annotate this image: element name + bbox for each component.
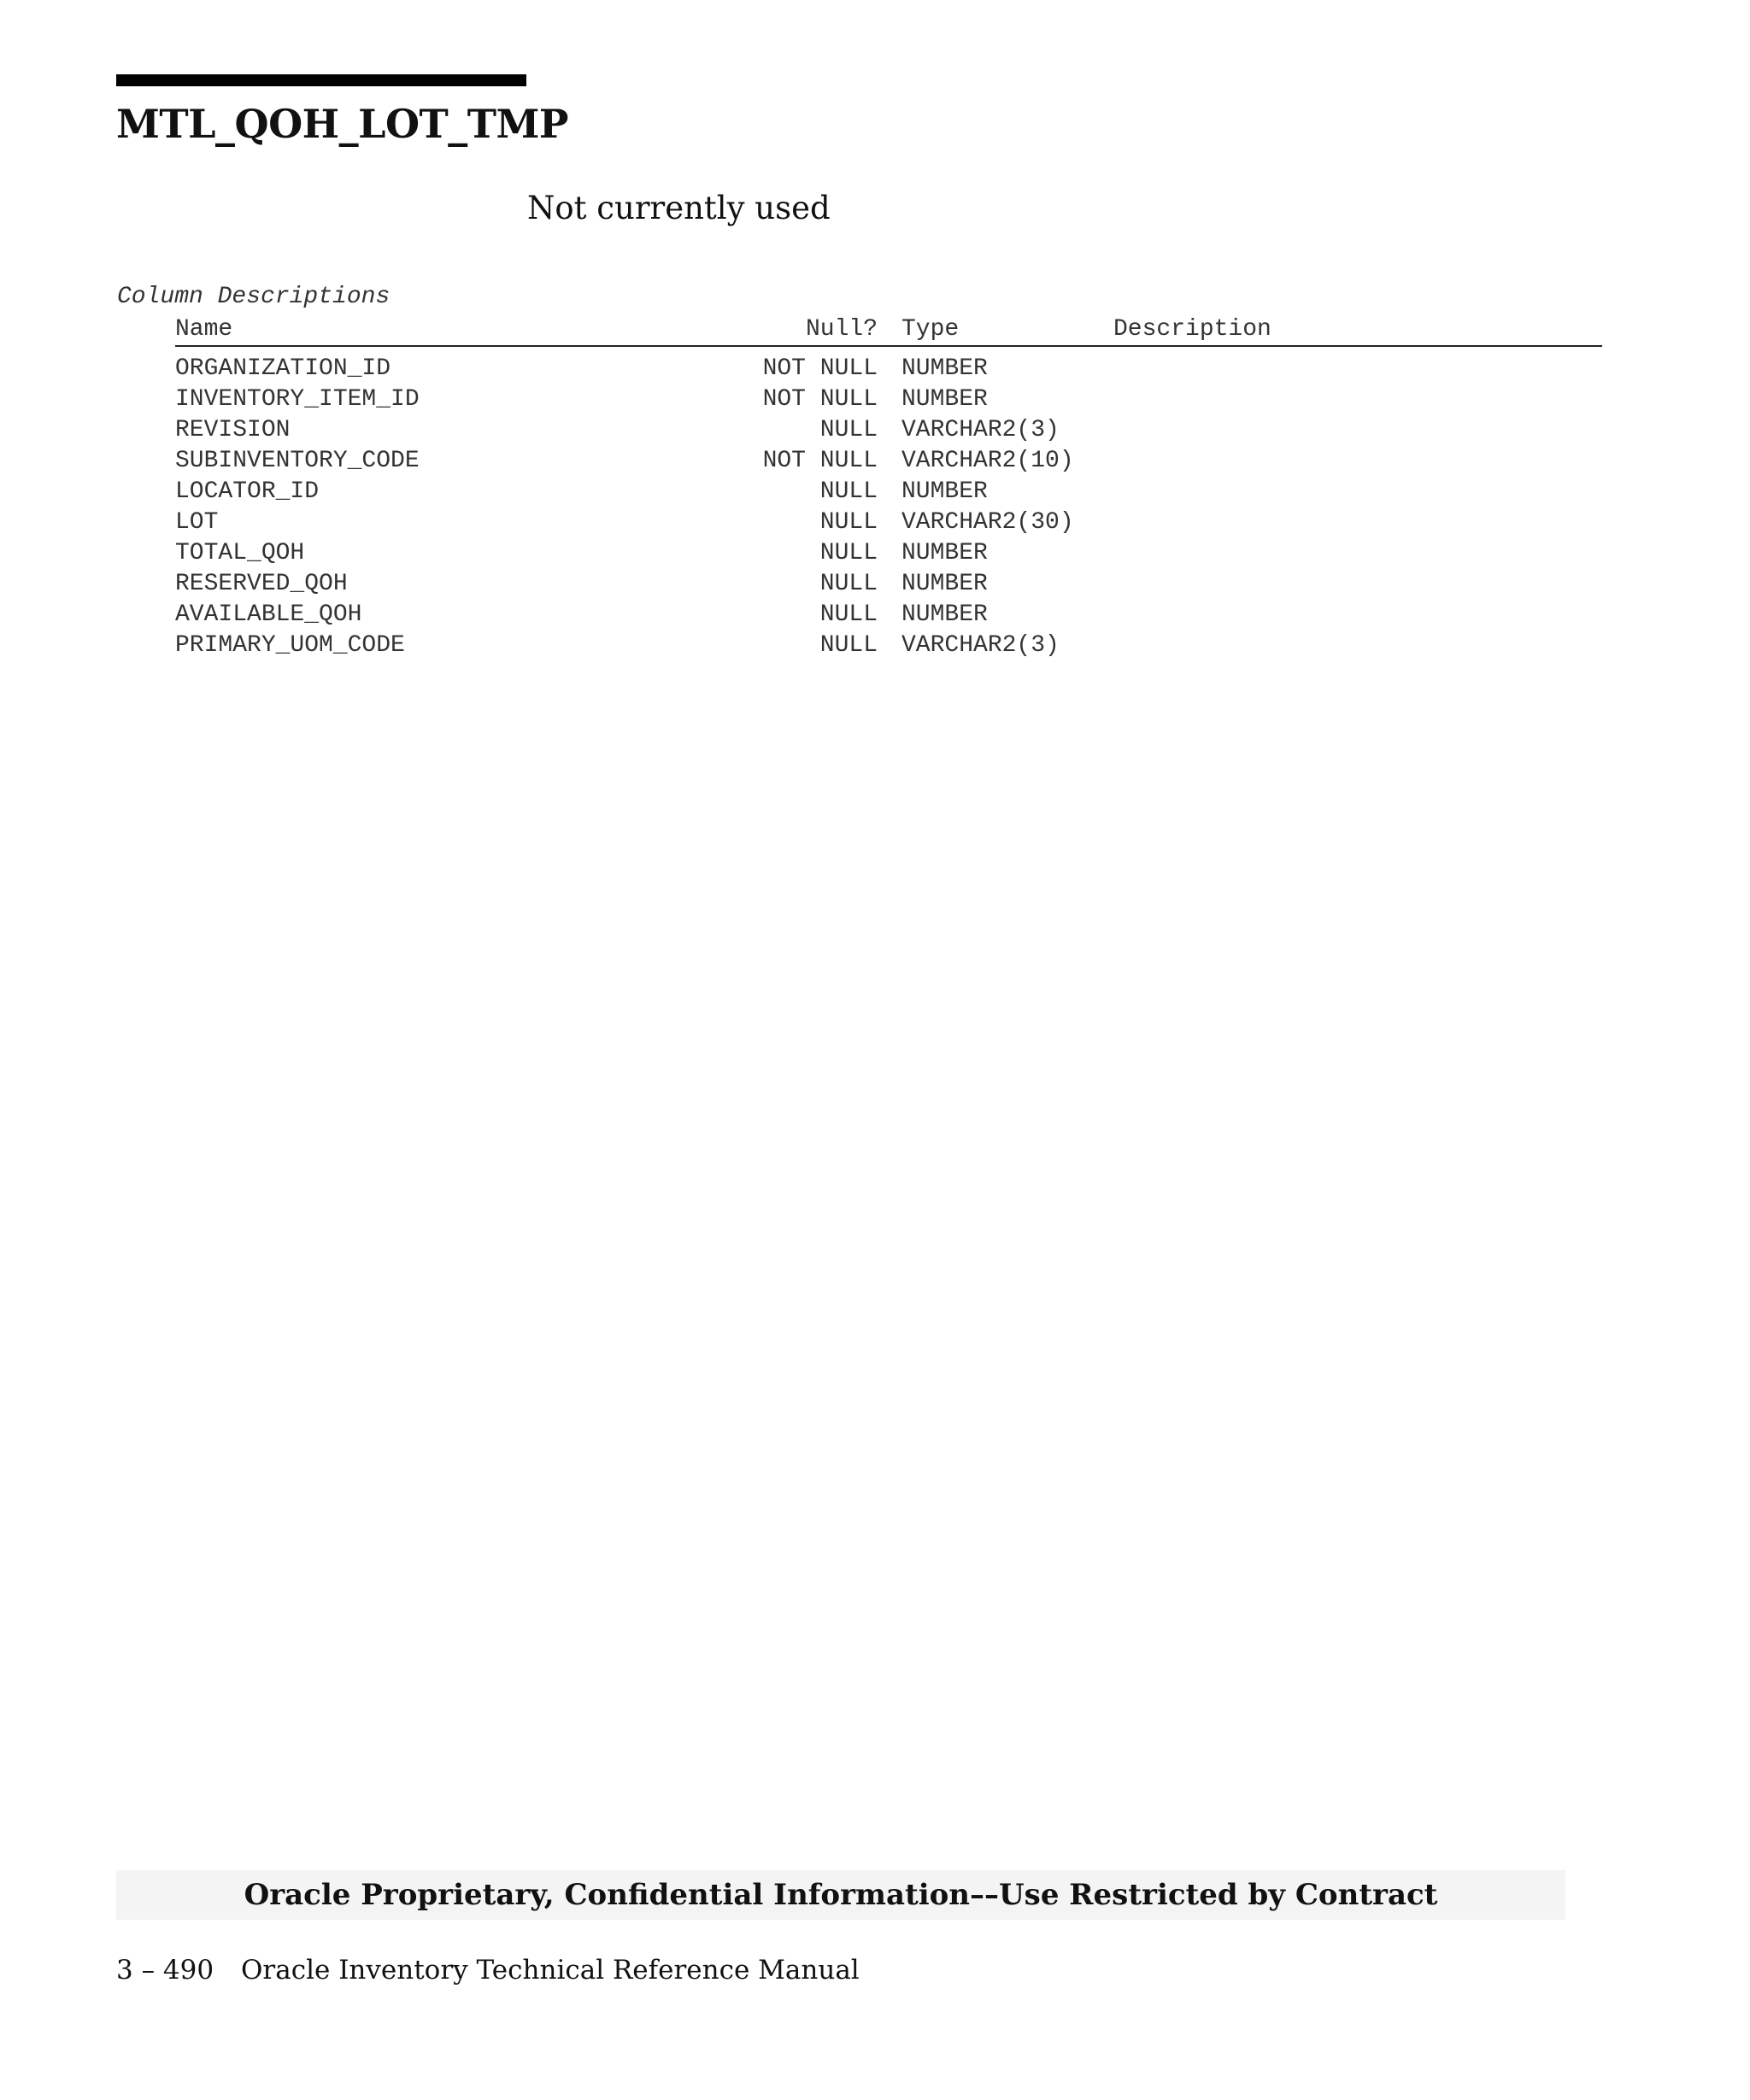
column-type: VARCHAR2(3) bbox=[901, 417, 1060, 443]
table-row bbox=[175, 600, 1602, 631]
table-row bbox=[175, 477, 1602, 507]
column-name: TOTAL_QOH bbox=[175, 540, 305, 566]
column-type: NUMBER bbox=[901, 386, 988, 413]
column-name: SUBINVENTORY_CODE bbox=[175, 448, 420, 474]
column-type: NUMBER bbox=[901, 571, 988, 597]
header-description: Description bbox=[1113, 316, 1271, 343]
table-note: Not currently used bbox=[527, 190, 831, 226]
table-row bbox=[175, 569, 1602, 600]
title-rule bbox=[116, 74, 526, 86]
column-table bbox=[175, 314, 1602, 661]
header-type: Type bbox=[901, 316, 960, 343]
column-null: NOT NULL bbox=[762, 355, 878, 382]
column-rows bbox=[175, 347, 1602, 661]
column-null: NULL bbox=[819, 509, 878, 536]
header-null: Null? bbox=[805, 316, 878, 343]
column-null: NULL bbox=[819, 417, 878, 443]
column-name: REVISION bbox=[175, 417, 291, 443]
page-number: 3 – 490 bbox=[116, 1955, 214, 1986]
table-row bbox=[175, 631, 1602, 661]
column-type: NUMBER bbox=[901, 601, 988, 628]
column-name: RESERVED_QOH bbox=[175, 571, 348, 597]
column-type: VARCHAR2(10) bbox=[901, 448, 1074, 474]
manual-title: Oracle Inventory Technical Reference Manual bbox=[241, 1955, 860, 1986]
table-row bbox=[175, 446, 1602, 477]
column-null: NULL bbox=[819, 601, 878, 628]
column-type: NUMBER bbox=[901, 540, 988, 566]
table-row bbox=[175, 507, 1602, 538]
column-null: NOT NULL bbox=[762, 448, 878, 474]
column-null: NULL bbox=[819, 632, 878, 659]
page-footer bbox=[116, 1953, 860, 1987]
table-row bbox=[175, 354, 1602, 384]
column-null: NULL bbox=[819, 540, 878, 566]
column-null: NULL bbox=[819, 478, 878, 505]
column-type: VARCHAR2(3) bbox=[901, 632, 1060, 659]
column-null: NULL bbox=[819, 571, 878, 597]
column-name: LOT bbox=[175, 509, 219, 536]
column-name: LOCATOR_ID bbox=[175, 478, 320, 505]
column-name: ORGANIZATION_ID bbox=[175, 355, 391, 382]
column-table-header bbox=[175, 314, 1602, 347]
table-row bbox=[175, 384, 1602, 415]
section-label: Column Descriptions bbox=[117, 284, 391, 310]
column-null: NOT NULL bbox=[762, 386, 878, 413]
column-type: VARCHAR2(30) bbox=[901, 509, 1074, 536]
table-row bbox=[175, 538, 1602, 569]
column-name: INVENTORY_ITEM_ID bbox=[175, 386, 420, 413]
column-type: NUMBER bbox=[901, 355, 988, 382]
column-type: NUMBER bbox=[901, 478, 988, 505]
confidential-notice: Oracle Proprietary, Confidential Information––Use Restricted by Contract bbox=[116, 1870, 1565, 1920]
page-title: MTL_QOH_LOT_TMP bbox=[116, 101, 568, 147]
column-name: AVAILABLE_QOH bbox=[175, 601, 362, 628]
column-name: PRIMARY_UOM_CODE bbox=[175, 632, 405, 659]
table-row bbox=[175, 415, 1602, 446]
header-name: Name bbox=[175, 316, 233, 343]
